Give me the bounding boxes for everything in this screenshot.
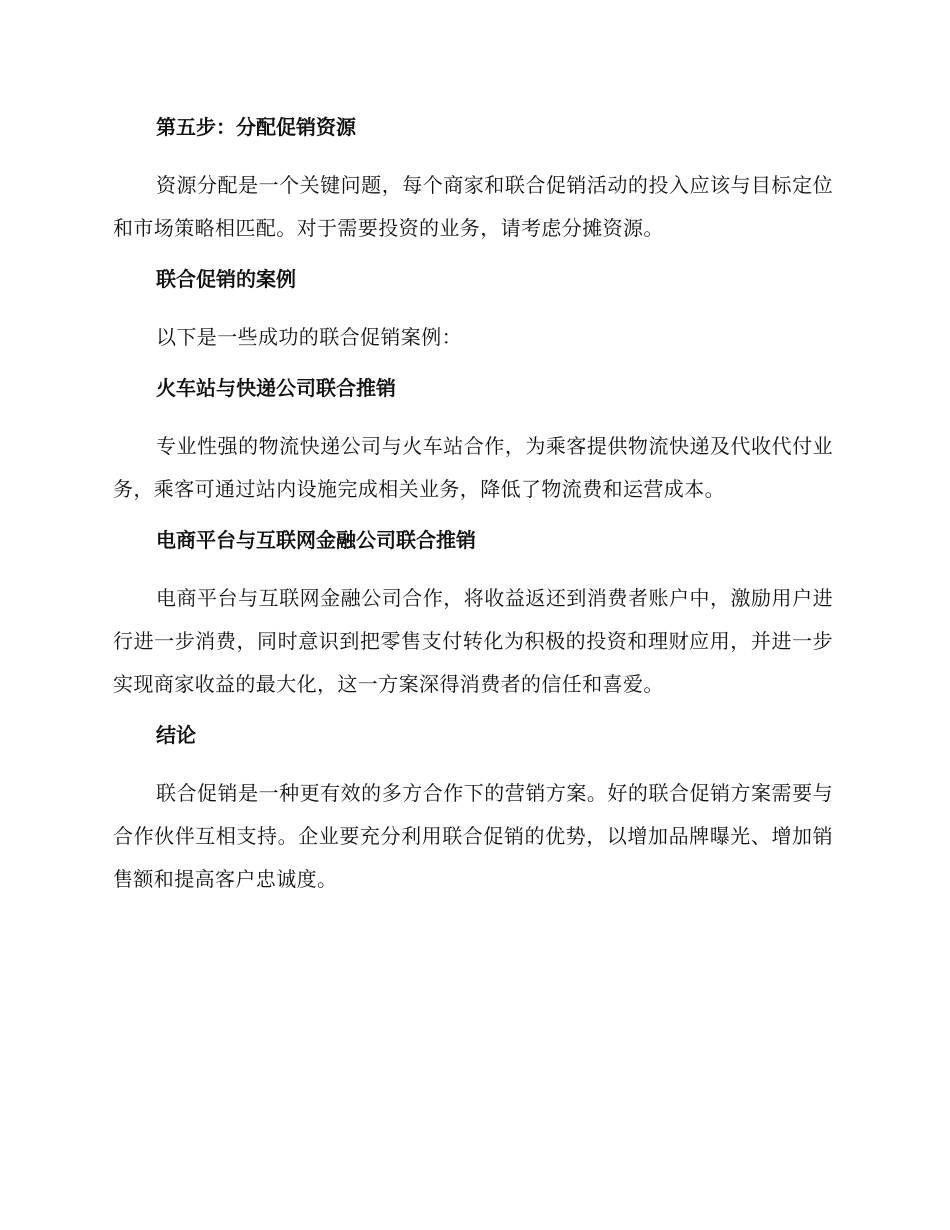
paragraph-resource-allocation: 资源分配是一个关键问题，每个商家和联合促销活动的投入应该与目标定位和市场策略相匹配。对于需要投资的业务，请考虑分摊资源。	[113, 173, 833, 240]
section-heading-ecommerce-finance: 电商平台与互联网金融公司联合推销	[156, 528, 476, 552]
section-heading-conclusion: 结论	[156, 723, 196, 747]
section-heading-train-express: 火车站与快递公司联合推销	[156, 376, 396, 400]
paragraph-conclusion: 联合促销是一种更有效的多方合作下的营销方案。好的联合促销方案需要与合作伙伴互相支持。企业要充分利用联合促销的优势，以增加品牌曝光、增加销售额和提高客户忠诚度。	[113, 781, 833, 891]
section-heading-allocate-resources: 第五步：分配促销资源	[156, 115, 356, 139]
section-heading-cases: 联合促销的案例	[156, 267, 296, 291]
paragraph-cases-intro: 以下是一些成功的联合促销案例：	[156, 325, 462, 349]
paragraph-ecommerce-finance: 电商平台与互联网金融公司合作，将收益返还到消费者账户中，激励用户进行进一步消费，同时意识到把零售支付转化为积极的投资和理财应用，并进一步实现商家收益的最大化，这一方案深得消费者的信任和喜爱。	[113, 586, 833, 696]
paragraph-train-express: 专业性强的物流快递公司与火车站合作，为乘客提供物流快递及代收代付业务，乘客可通过站内设施完成相关业务，降低了物流费和运营成本。	[113, 434, 833, 501]
document-body	[113, 110, 833, 901]
